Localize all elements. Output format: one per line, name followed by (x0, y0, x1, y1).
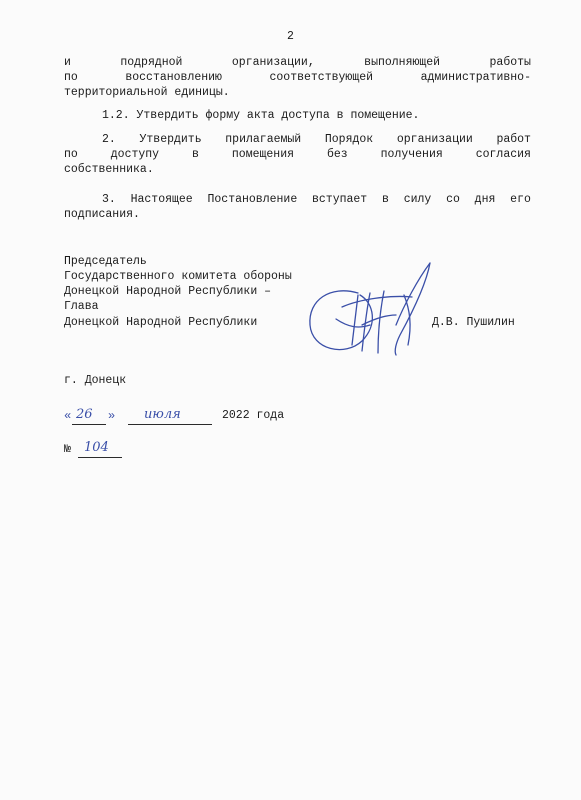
body-line-1 (64, 56, 531, 70)
date-open-quote: « (64, 409, 72, 423)
date-close-quote: » (108, 409, 116, 423)
item-2-line-2 (64, 148, 531, 162)
date-month: июля (144, 407, 181, 422)
signer-title-line-4: Глава (64, 300, 99, 313)
word: выполняющей (364, 56, 441, 69)
city: г. Донецк (64, 374, 127, 387)
word: в (382, 193, 389, 206)
word: и (64, 56, 71, 69)
number-underline (78, 457, 122, 458)
word: его (510, 193, 531, 206)
body-line-2 (64, 71, 531, 85)
date-day: 26 (76, 407, 93, 422)
word: подрядной (120, 56, 183, 69)
date-month-underline (128, 424, 212, 425)
word: Настоящее (130, 193, 193, 206)
word: 2. (102, 133, 116, 146)
word: по (64, 71, 78, 84)
word: вступает (312, 193, 368, 206)
signer-title-line-2: Государственного комитета обороны (64, 270, 292, 283)
page-number: 2 (287, 30, 294, 43)
item-3-line-1 (102, 193, 531, 207)
word: помещения (231, 148, 295, 161)
document-number (64, 440, 184, 462)
word: прилагаемый (225, 133, 302, 146)
body-line-3: территориальной единицы. (64, 86, 230, 99)
signer-name: Д.В. Пушилин (432, 316, 515, 329)
word: Порядок (324, 133, 374, 146)
word: согласия (475, 148, 531, 161)
handwritten-signature (300, 255, 440, 360)
number-sign: № (64, 443, 71, 456)
signer-title-line-1: Председатель (64, 255, 147, 268)
word: со (446, 193, 460, 206)
word: работы (489, 56, 531, 69)
item-1-2: 1.2. Утвердить форму акта доступа в помещение. (102, 109, 420, 122)
word: соответствующей (269, 71, 374, 84)
word: организации (396, 133, 473, 146)
word: 3. (102, 193, 116, 206)
word: Утвердить (139, 133, 202, 146)
word: организации, (231, 56, 315, 69)
word: восстановлению (125, 71, 222, 84)
document-date (64, 405, 324, 427)
word: по (64, 148, 78, 161)
date-day-underline (72, 424, 106, 425)
word: силу (403, 193, 432, 206)
number-value: 104 (84, 440, 109, 455)
signer-title-line-5: Донецкой Народной Республики (64, 316, 258, 329)
date-year: 2022 года (222, 409, 285, 422)
word: административно- (420, 71, 531, 84)
word: получения (380, 148, 443, 161)
word: без (326, 148, 348, 161)
item-2-line-3: собственника. (64, 163, 154, 176)
word: Постановление (207, 193, 298, 206)
word: работ (496, 133, 531, 146)
word: доступу (110, 148, 160, 161)
item-3-line-2: подписания. (64, 208, 140, 221)
item-2-line-1 (102, 133, 531, 147)
word: в (192, 148, 199, 161)
signer-title-line-3: Донецкой Народной Республики – (64, 285, 272, 298)
word: дня (474, 193, 496, 206)
